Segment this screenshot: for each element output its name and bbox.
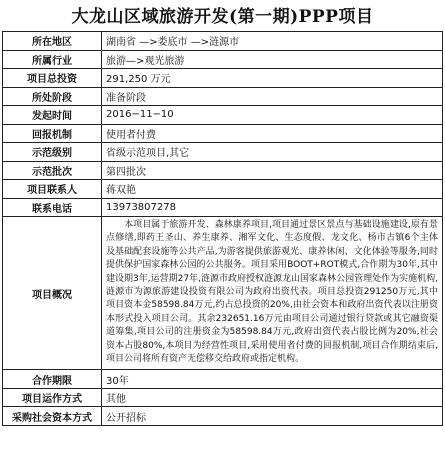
field-value: 使用者付费	[102, 124, 443, 143]
overview-paragraph: 本项目属于旅游开发、森林康养项目,项目通过景区景点与基础设施建设,原有景点修缮,即药王圣山、养生康养、湘军文化、生态度假、龙文化、杨市古镇6个主体及基础配套设施等公共产品,为游客提供旅游观光、康养休闲、文化体验等服务,同时提供保护国家森林公园的公共服务。项目采用BOOT+ROT模式,合作期为30年,其中建设期3年,运营期27年,涟源市政府授权涟源龙山国家森林公园管理处作为实施机构,涟源市为源旅游建设投资有限公司为政府出资代表。项目总投资291250万元,其中项目资本金58598.84万元,约占总投资的20%,由社会资本和政府出资代表以注册资本形式投入项目公司。其余232651.16万元由项目公司通过银行贷款或其它融资渠道筹集,项目公司的注册资金为58598.84万元,政府出资代表占股比例为20%,社会资本占股80%,本项目为经营性项目,采用使用者付费的回报机制,项目合作期结束后,项目公司将所有资产无偿移交给政府或指定机构。	[106, 220, 438, 365]
field-value: 其他	[102, 388, 443, 407]
row-procurement-method	[3, 407, 443, 426]
row-region	[3, 32, 443, 51]
field-value: 湖南省 —>娄底市 —>涟源市	[102, 32, 443, 51]
field-value: 291,250 万元	[102, 69, 443, 88]
field-label: 示范级别	[3, 143, 102, 162]
field-value: 第四批次	[102, 161, 443, 180]
field-label: 项目联系人	[3, 180, 102, 199]
field-label: 项目总投资	[3, 69, 102, 88]
field-label: 项目概况	[3, 217, 102, 370]
field-value: 准备阶段	[102, 87, 443, 106]
field-value: 公开招标	[102, 407, 443, 426]
field-value: 旅游—>观光旅游	[102, 50, 443, 69]
row-demo-batch	[3, 161, 443, 180]
row-start-date	[3, 106, 443, 125]
field-label: 示范批次	[3, 161, 102, 180]
field-label: 回报机制	[3, 124, 102, 143]
field-value: 2016−11−10	[102, 106, 443, 125]
field-value: 蒋双艳	[102, 180, 443, 199]
field-label: 合作期限	[3, 370, 102, 389]
row-total-investment	[3, 69, 443, 88]
row-demo-level	[3, 143, 443, 162]
row-contact-phone	[3, 198, 443, 217]
row-industry	[3, 50, 443, 69]
field-value: 13973807278	[102, 198, 443, 217]
row-operation-mode	[3, 388, 443, 407]
field-label: 采购社会资本方式	[3, 407, 102, 426]
field-label: 所在地区	[3, 32, 102, 51]
field-value: 30年	[102, 370, 443, 389]
row-stage	[3, 87, 443, 106]
row-return-mechanism	[3, 124, 443, 143]
field-label: 发起时间	[3, 106, 102, 125]
page-title: 大龙山区域旅游开发(第一期)PPP项目	[71, 7, 374, 27]
field-label: 所属行业	[3, 50, 102, 69]
field-label: 联系电话	[3, 198, 102, 217]
row-overview	[3, 217, 443, 370]
overview-text	[102, 217, 443, 370]
row-contact-person	[3, 180, 443, 199]
field-label: 项目运作方式	[3, 388, 102, 407]
project-info-table	[2, 31, 443, 426]
field-value: 省级示范项目,其它	[102, 143, 443, 162]
row-cooperation-term	[3, 370, 443, 389]
field-label: 所处阶段	[3, 87, 102, 106]
